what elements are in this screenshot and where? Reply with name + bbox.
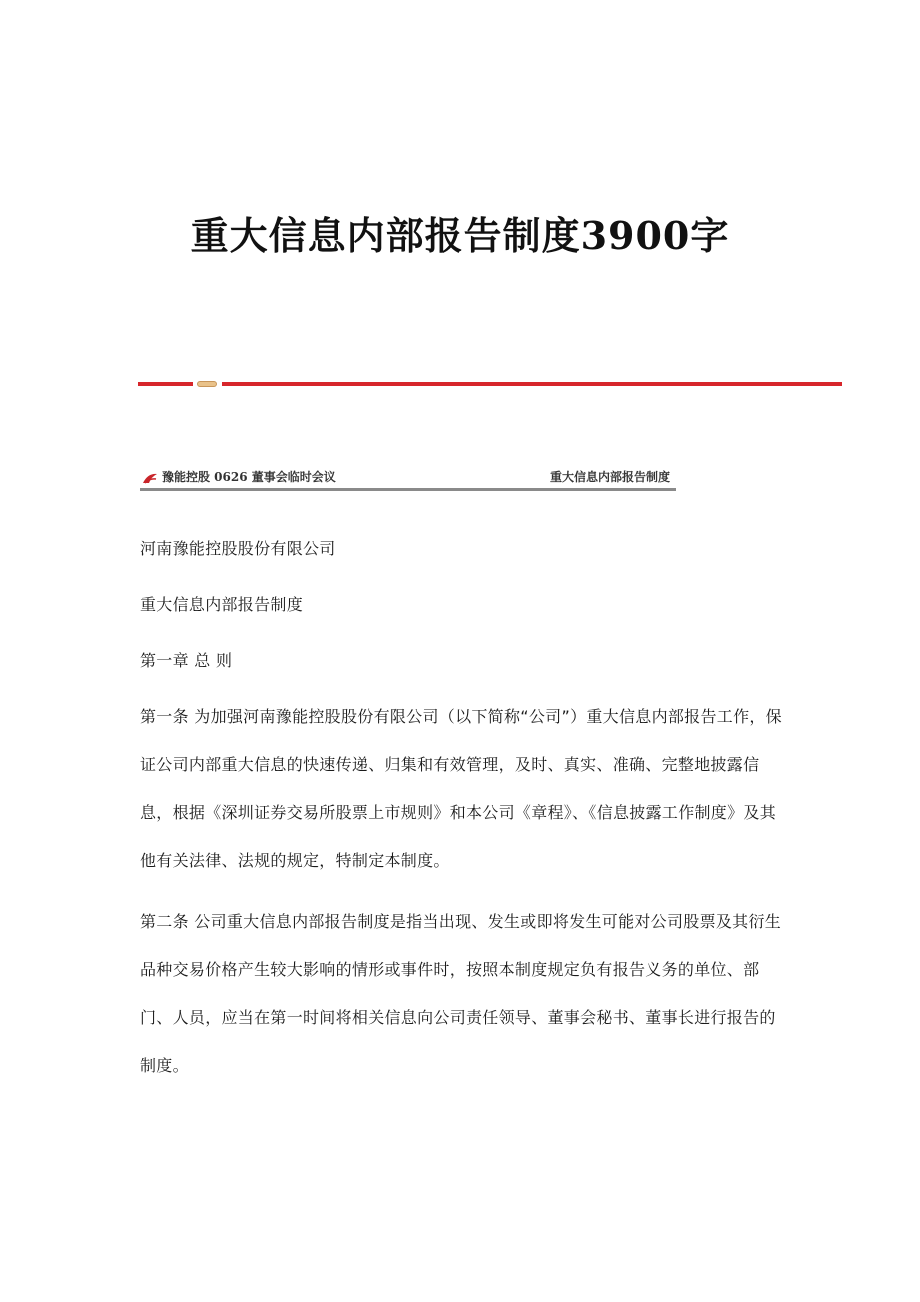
paragraph-company-name: 河南豫能控股股份有限公司 — [140, 539, 336, 558]
divider-line-right — [222, 382, 842, 386]
paragraph-article-1: 第一条 为加强河南豫能控股股份有限公司（以下简称“公司”）重大信息内部报告工作，保证公司内部重大信息的快速传递、归集和有效管理，及时、真实、准确、完整地披露信息，根据《深圳证券交易所股票上市规则》和本公司《章程》、《信息披露工作制度》及其他有关法律、法规的规定，特制定本制度。 — [140, 707, 782, 870]
document-title: 重大信息内部报告制度3900字 — [190, 213, 730, 258]
title-divider — [138, 379, 842, 389]
document-body — [140, 530, 790, 1108]
header-left-text: 豫能控股 0626 董事会临时会议 — [162, 470, 336, 484]
divider-line-left — [138, 382, 193, 386]
header-right-text: 重大信息内部报告制度 — [549, 470, 670, 484]
document-header-strip — [140, 467, 676, 491]
paragraph-regulation-name: 重大信息内部报告制度 — [140, 595, 304, 614]
paragraph-article-2: 第二条 公司重大信息内部报告制度是指当出现、发生或即将发生可能对公司股票及其衍生品种交易价格产生较大影响的情形或事件时，按照本制度规定负有报告义务的单位、部门、人员，应当在第一时间将相关信息向公司责任领导、董事会秘书、董事长进行报告的制度。 — [140, 912, 782, 1075]
company-logo-icon — [142, 471, 158, 485]
paragraph-chapter-heading: 第一章 总 则 — [140, 651, 233, 670]
divider-ornament-icon — [197, 381, 217, 387]
